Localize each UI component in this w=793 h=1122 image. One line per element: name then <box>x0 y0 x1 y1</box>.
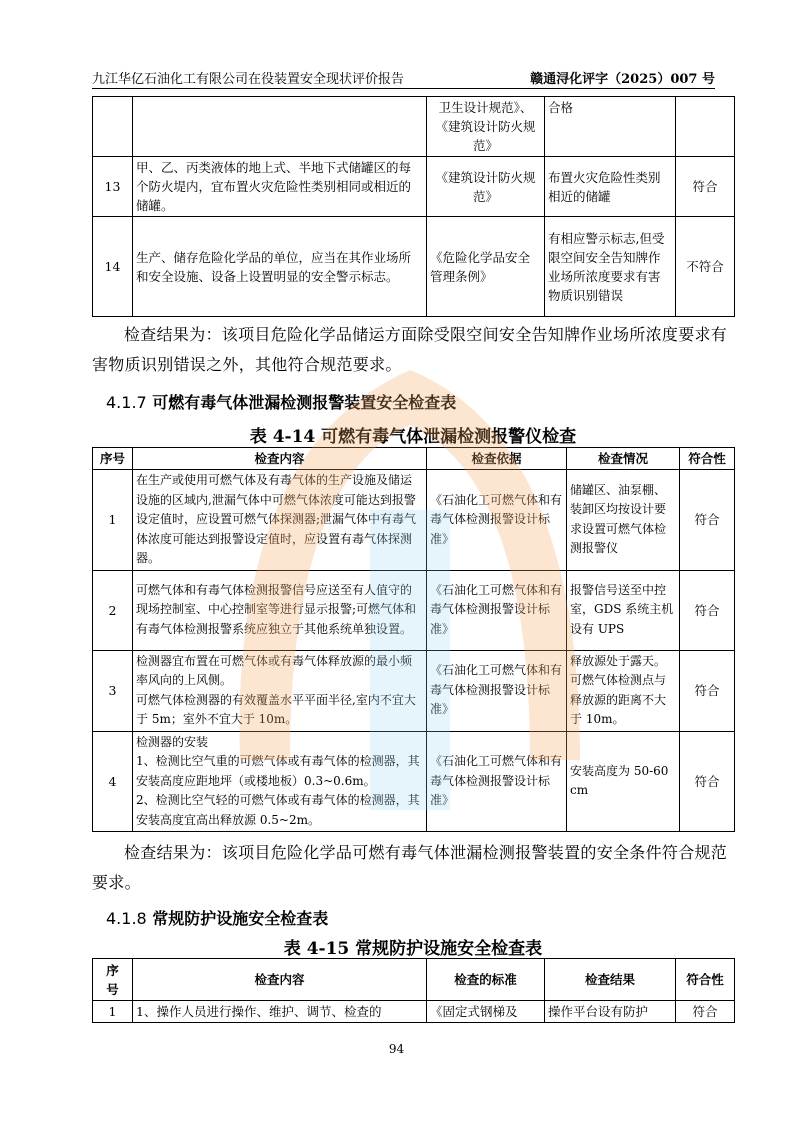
result-paragraph-2: 检查结果为：该项目危险化学品可燃有毒气体泄漏检测报警装置的安全条件符合规范要求。 <box>92 843 728 892</box>
row-content: 生产、储存危险化学品的单位，应当在其作业场所和安全设施、设备上设置明显的安全警示标志。 <box>133 217 427 317</box>
table-row <box>93 570 735 650</box>
table-row <box>93 1001 735 1023</box>
row-result: 安装高度为 50-60 cm <box>567 731 680 832</box>
table-row <box>93 157 735 217</box>
section-heading-4-1-8 <box>106 906 328 929</box>
header-content: 检查内容 <box>133 959 427 1001</box>
section-number: 4.1.7 <box>106 393 147 412</box>
table-row <box>93 470 735 571</box>
row-conform: 符合 <box>680 570 735 650</box>
table-header-row <box>93 959 735 1001</box>
row-result: 操作平台设有防护 <box>545 1001 676 1023</box>
row-conform: 符合 <box>680 470 735 571</box>
header-report-number: 赣通浔化评字（2025）007 号 <box>530 72 715 87</box>
table-row <box>93 650 735 731</box>
result-paragraph-1: 检查结果为：该项目危险化学品储运方面除受限空间安全告知牌作业场所浓度要求有害物质识别错误之外，其他符合规范要求。 <box>92 325 728 374</box>
row-no: 4 <box>93 731 133 832</box>
row-result: 释放源处于露天。可燃气体检测点与释放源的距离不大于 10m。 <box>567 650 680 731</box>
row-conform: 符合 <box>676 1001 735 1023</box>
row-basis: 《石油化工可燃气体和有毒气体检测报警设计标准》 <box>427 650 567 731</box>
row-no: 14 <box>93 217 133 317</box>
header-content: 检查内容 <box>133 448 427 470</box>
row-conform: 符合 <box>680 650 735 731</box>
table-row <box>93 731 735 832</box>
header-basis: 检查依据 <box>427 448 567 470</box>
row-no <box>93 97 133 157</box>
table-row <box>93 97 735 157</box>
row-basis: 《固定式钢梯及 <box>427 1001 545 1023</box>
row-no: 13 <box>93 157 133 217</box>
row-result: 合格 <box>545 97 676 157</box>
protection-check-table <box>92 958 735 1023</box>
section-title: 可燃有毒气体泄漏检测报警装置安全检查表 <box>152 393 457 412</box>
row-result: 报警信号送至中控室，GDS 系统主机设有 UPS <box>567 570 680 650</box>
header-result: 检查情况 <box>567 448 680 470</box>
section-heading-4-1-7 <box>106 390 456 413</box>
header-report-title: 九江华亿石油化工有限公司在役装置安全现状评价报告 <box>92 72 405 87</box>
header-divider <box>92 88 715 89</box>
row-conform: 符合 <box>680 731 735 832</box>
row-conform: 符合 <box>676 157 735 217</box>
table-caption-4-15: 表 4-15 常规防护设施安全检查表 <box>283 939 543 959</box>
row-result: 储罐区、油泵棚、装卸区均按设计要求设置可燃气体检测报警仪 <box>567 470 680 571</box>
row-content: 检测器的安装 1、检测比空气重的可燃气体或有毒气体的检测器，其安装高度应距地坪（或楼地板）0.3~0.6m。 2、检测比空气轻的可燃气体或有毒气体的检测器，其安装高度宜高出释放源 0.5~2m。 <box>133 731 427 832</box>
row-basis: 《危险化学品安全管理条例》 <box>427 217 545 317</box>
row-content: 在生产或使用可燃气体及有毒气体的生产设施及储运设施的区域内,泄漏气体中可燃气体浓度可能达到报警设定值时，应设置可燃气体探测器;泄漏气体中有毒气体浓度可能达到报警设定值时，应设置有毒气体探测器。 <box>133 470 427 571</box>
header-conform: 符合性 <box>676 959 735 1001</box>
header-basis: 检查的标准 <box>427 959 545 1001</box>
table-row <box>93 217 735 317</box>
header-conform: 符合性 <box>680 448 735 470</box>
row-no: 1 <box>93 1001 133 1023</box>
row-content: 检测器宜布置在可燃气体或有毒气体释放源的最小频率风向的上风侧。 可燃气体检测器的有效覆盖水平平面半径,室内不宜大于 5m；室外不宜大于 10m。 <box>133 650 427 731</box>
table-header-row <box>93 448 735 470</box>
row-basis: 《建筑设计防火规范》 <box>427 157 545 217</box>
row-content: 甲、乙、丙类液体的地上式、半地下式储罐区的每个防火堤内，宜布置火灾危险性类别相同或相近的储罐。 <box>133 157 427 217</box>
row-content: 1、操作人员进行操作、维护、调节、检查的 <box>133 1001 427 1023</box>
row-basis: 《石油化工可燃气体和有毒气体检测报警设计标准》 <box>427 470 567 571</box>
row-no: 3 <box>93 650 133 731</box>
row-content: 可燃气体和有毒气体检测报警信号应送至有人值守的现场控制室、中心控制室等进行显示报警;可燃气体和有毒气体检测报警系统应独立于其他系统单独设置。 <box>133 570 427 650</box>
row-conform: 不符合 <box>676 217 735 317</box>
row-no: 2 <box>93 570 133 650</box>
prev-check-table <box>92 96 735 317</box>
row-result: 布置火灾危险性类别相近的储罐 <box>545 157 676 217</box>
gas-detector-check-table <box>92 447 735 832</box>
page-number: 94 <box>388 1042 405 1056</box>
row-no: 1 <box>93 470 133 571</box>
table-caption-4-14: 表 4-14 可燃有毒气体泄漏检测报警仪检查 <box>249 427 577 447</box>
row-conform <box>676 97 735 157</box>
row-content <box>133 97 427 157</box>
row-basis: 卫生设计规范》、《建筑设计防火规范》 <box>427 97 545 157</box>
header-result: 检查结果 <box>545 959 676 1001</box>
row-result: 有相应警示标志,但受限空间安全告知牌作业场所浓度要求有害物质识别错误 <box>545 217 676 317</box>
section-title: 常规防护设施安全检查表 <box>152 909 329 928</box>
section-number: 4.1.8 <box>106 909 147 928</box>
row-basis: 《石油化工可燃气体和有毒气体检测报警设计标准》 <box>427 570 567 650</box>
row-basis: 《石油化工可燃气体和有毒气体检测报警设计标准》 <box>427 731 567 832</box>
header-no: 序号 <box>93 959 133 1001</box>
header-no: 序号 <box>93 448 133 470</box>
